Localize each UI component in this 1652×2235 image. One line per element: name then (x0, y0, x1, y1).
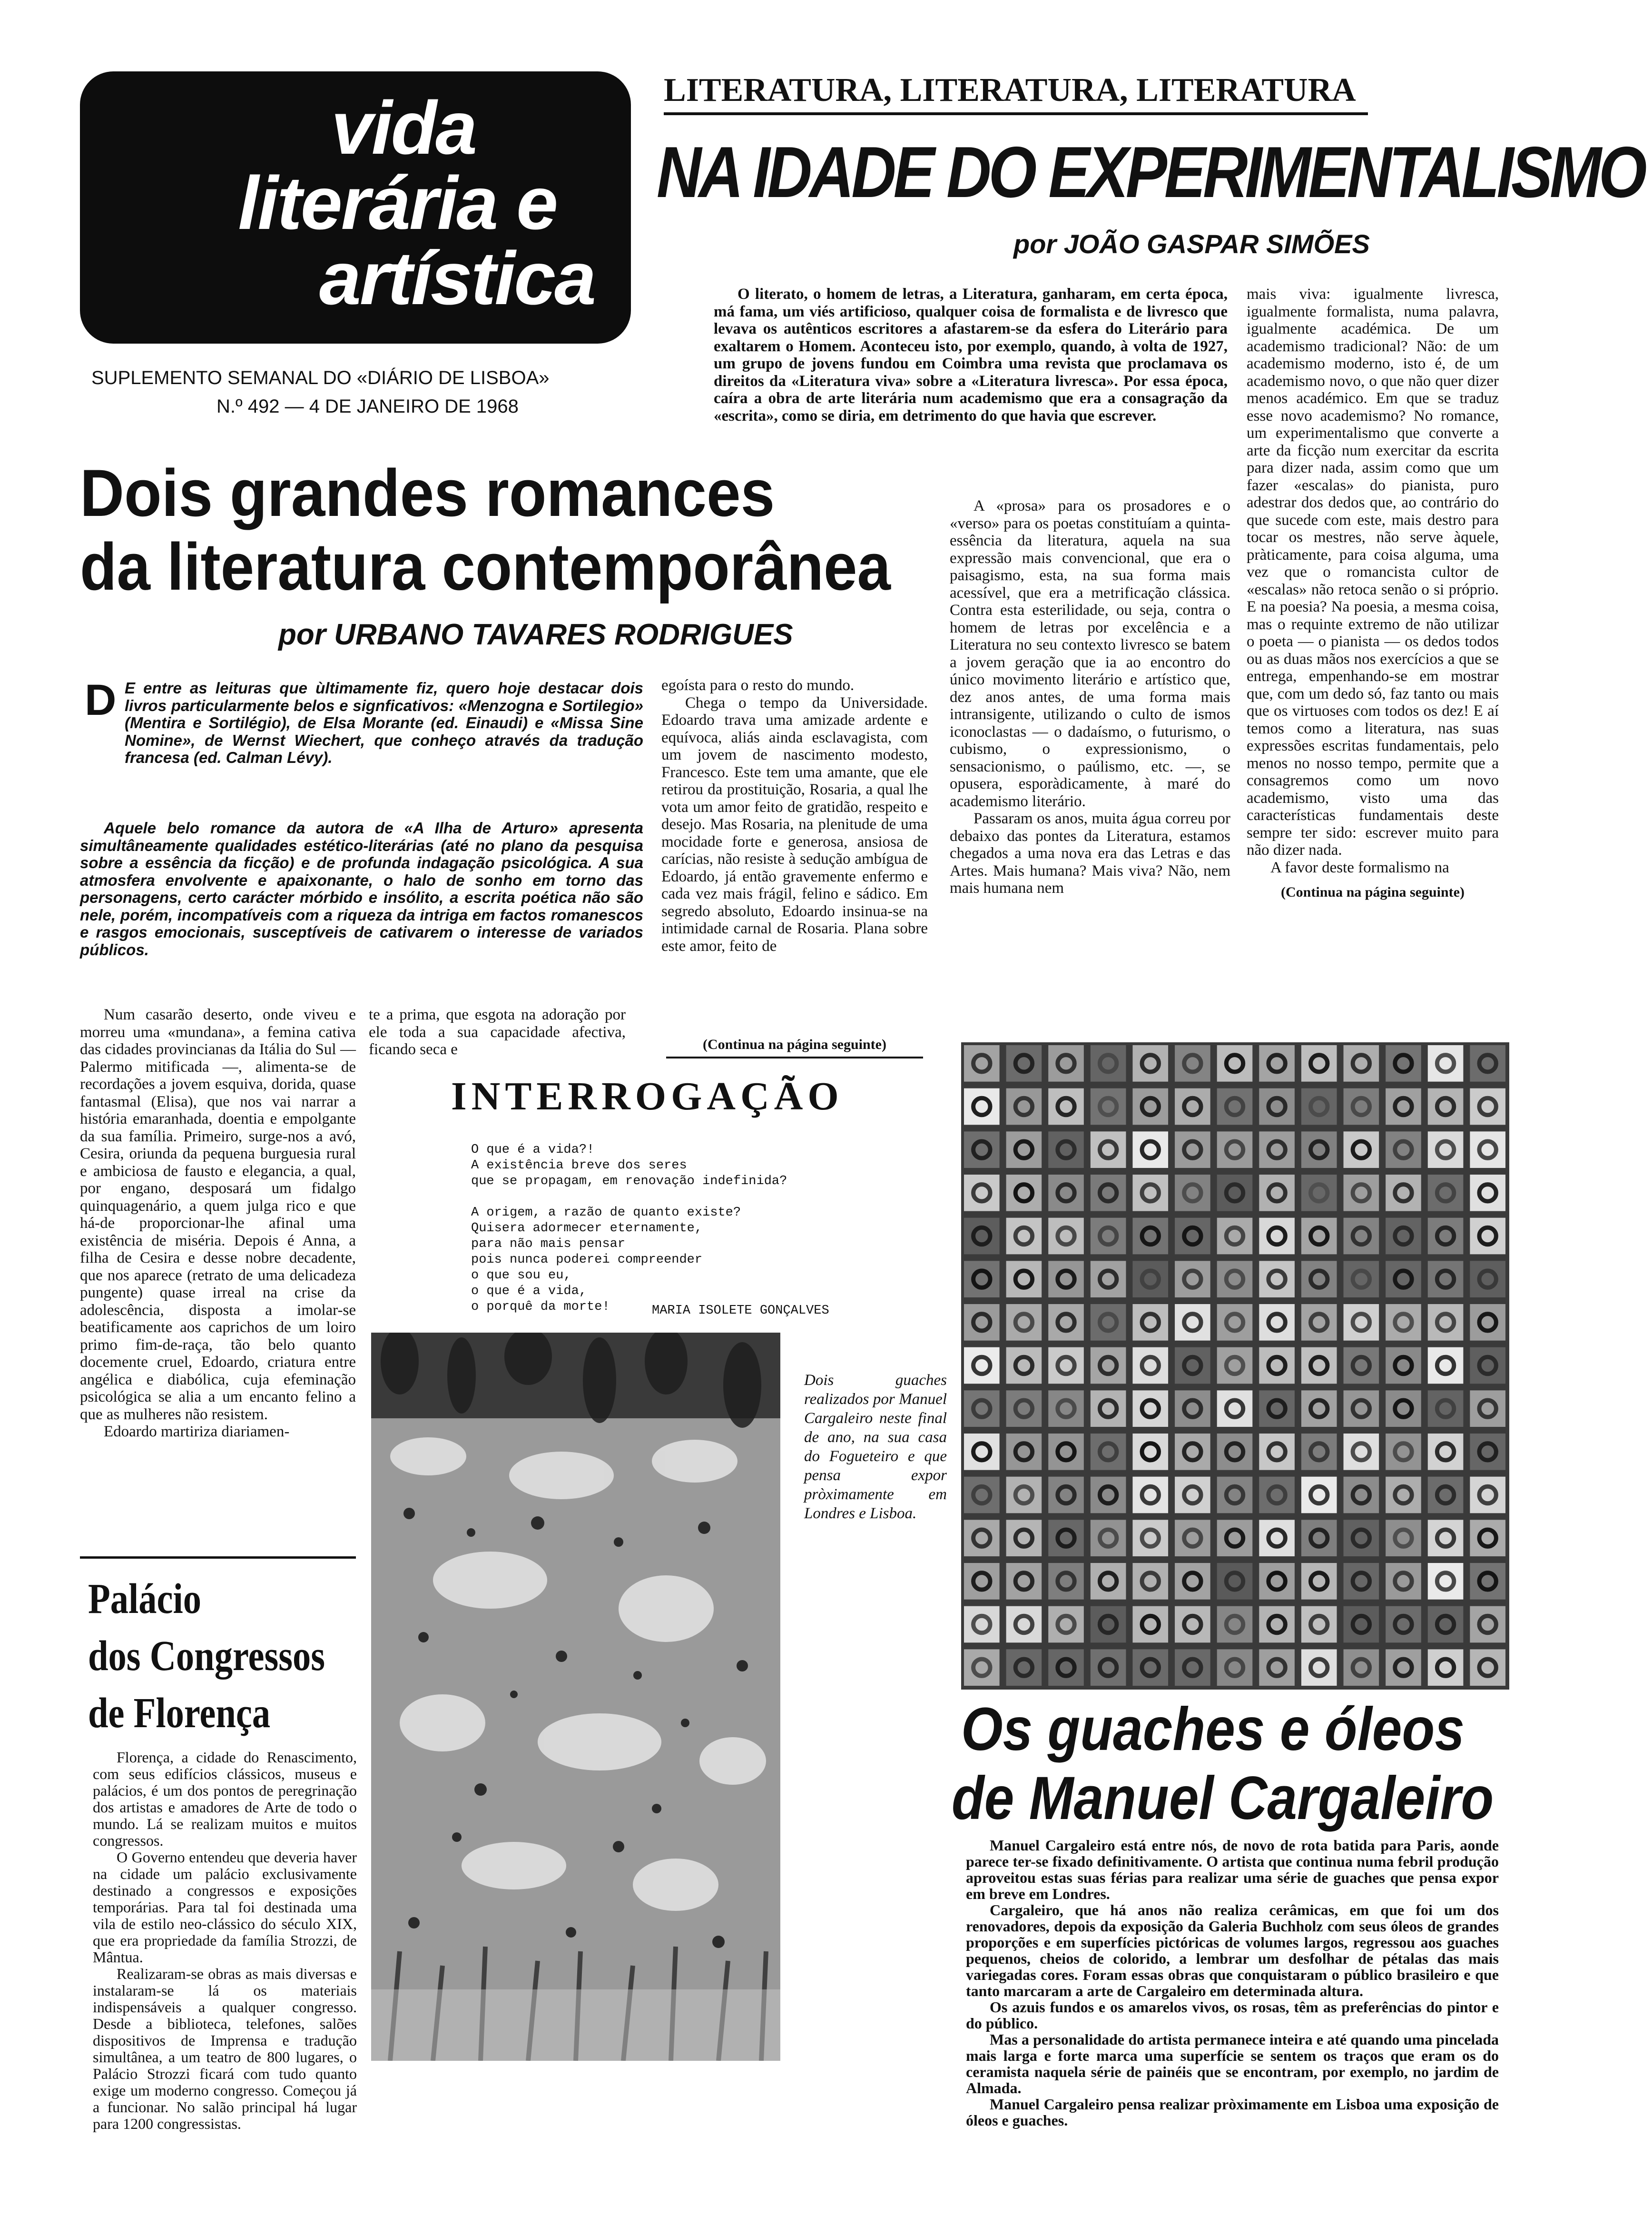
painting-tile (1217, 1175, 1253, 1211)
painting-tile (1259, 1520, 1295, 1556)
painting-tile (964, 1390, 1000, 1427)
painting-tile (1175, 1304, 1210, 1341)
painting-tile (1428, 1390, 1464, 1427)
painting-tile (1175, 1347, 1210, 1384)
painting-tile (964, 1347, 1000, 1384)
painting-tile (1006, 1477, 1042, 1513)
painting-tile (1259, 1131, 1295, 1168)
painting-tile (1428, 1045, 1464, 1082)
painting-tile (1301, 1390, 1337, 1427)
painting-tile (1386, 1520, 1421, 1556)
painting-tile (1386, 1088, 1421, 1125)
painting-tile (1344, 1131, 1379, 1168)
romances-col-left (80, 1006, 356, 1441)
poem-line: o que sou eu, (471, 1268, 571, 1283)
painting-tile (1259, 1649, 1295, 1686)
painting-tile (1006, 1563, 1042, 1600)
painting-tile (1132, 1218, 1168, 1255)
painting-tile (1006, 1606, 1042, 1643)
experimentalismo-kicker: LITERATURA, LITERATURA, LITERATURA (664, 71, 1368, 115)
painting-tile (1259, 1045, 1295, 1082)
painting-tile (1175, 1218, 1210, 1255)
painting-tile (1175, 1131, 1210, 1168)
painting-tile (1132, 1477, 1168, 1513)
painting-tile (1048, 1649, 1084, 1686)
painting-tile (1428, 1606, 1464, 1643)
painting-tile (1470, 1347, 1505, 1384)
poem-line: Quisera adormecer eternamente, (471, 1221, 703, 1236)
painting-tile (964, 1175, 1000, 1211)
painting-tile (1091, 1563, 1126, 1600)
painting-tile (1301, 1606, 1337, 1643)
painting-tile (1132, 1261, 1168, 1297)
palacio-headline-line: Palácio (88, 1575, 201, 1622)
palacio-p3: Realizaram-se obras as mais diversas e instalaram-se lá os materiais indispensáveis a qualquer congresso. Desde a biblioteca, telefones, salões dispositivos de Imprensa e tradução simultânea, a um teatro de 800 lugares, o Palácio Strozzi ficará com tudo quanto exige um moderno congresso. Começou já a funcionar. No salão principal há lugar para 1200 congressistas. (93, 1965, 357, 2132)
painting-tile (1470, 1261, 1505, 1297)
painting-tile (1006, 1347, 1042, 1384)
painting-tile (1301, 1175, 1337, 1211)
painting-tile (1344, 1390, 1379, 1427)
painting-tile (1344, 1175, 1379, 1211)
cargaleiro-headline-2: de Manuel Cargaleiro (952, 1764, 1494, 1832)
experimentalismo-col-c (1247, 286, 1499, 901)
masthead-supplement: SUPLEMENTO SEMANAL DO «DIÁRIO DE LISBOA» (91, 367, 550, 388)
painting-tile (1091, 1218, 1126, 1255)
romances-headline-2: da literatura contemporânea (80, 529, 891, 604)
painting-tile (1344, 1347, 1379, 1384)
poem-line: o que é a vida, (471, 1284, 587, 1298)
painting-tile (1048, 1563, 1084, 1600)
poem-line: O que é a vida?! (471, 1143, 595, 1157)
painting-tile (1301, 1563, 1337, 1600)
experimentalismo-lead-text: O literato, o homem de letras, a Literatura, ganharam, em certa época, má fama, um viés artificioso, qualquer coisa de formalista e de livresco que levava os autênticos escritores a afastarem-se da esfera do Literário para exaltarem o Homem. Aconteceu isto, por exemplo, quando, à volta de 1927, um grupo de jovens fundou em Coimbra uma revista que proclamava os direitos da «Literatura viva» sobre a «Literatura livresca». Por essa época, caíra a obra de arte literária num academismo que era a consagração da «escrita», como se diria, em detrimento do que havia que escrever. (714, 286, 1228, 425)
painting-tile (1386, 1347, 1421, 1384)
guache-painting-right (961, 1042, 1509, 1690)
painting-tile (1217, 1218, 1253, 1255)
painting-tile (1386, 1045, 1421, 1082)
painting-tile (1091, 1131, 1126, 1168)
romances-headline-1: Dois grandes romances (80, 455, 775, 530)
experimentalismo-body-a: A «prosa» para os prosadores e o «verso» para os poetas constituíam a quinta-essência da literatura, aquela na sua expressão mais convencional, que era o paisagismo, esta, na sua forma mais acessível, que era a metrificação clássica. Contra esta esterilidade, ou seja, contra o homem de letras por excelência e a Literatura no seu contexto livresco se batem a jovem geração que ia ao encontro do único movimento literário e artístico que, dez anos antes, de uma forma mais intransigente, utilizando o culto de ismos iconoclastas — o dadaísmo, o futurismo, o cubismo, o expressionismo, o sensacionismo, o paúlismo, etc. —, se opusera, esporàdicamente, à maré do academismo literário. (950, 497, 1230, 810)
painting-tile (1006, 1649, 1042, 1686)
painting-tile (1301, 1088, 1337, 1125)
cargaleiro-headline-1: Os guaches e óleos (961, 1695, 1465, 1763)
painting-tile (1175, 1045, 1210, 1082)
romances-intro (125, 680, 643, 767)
painting-tile (1091, 1520, 1126, 1556)
painting-tile (964, 1261, 1000, 1297)
painting-tile (1006, 1045, 1042, 1082)
painting-tile (1132, 1390, 1168, 1427)
painting-tile (1048, 1131, 1084, 1168)
painting-tile (1428, 1131, 1464, 1168)
painting-tile (1301, 1347, 1337, 1384)
painting-tile (1175, 1520, 1210, 1556)
painting-tile (1470, 1390, 1505, 1427)
painting-tile (1386, 1434, 1421, 1470)
painting-tile (1259, 1434, 1295, 1470)
painting-tile (1006, 1520, 1042, 1556)
painting-tile (1470, 1088, 1505, 1125)
experimentalismo-continua: (Continua na página seguinte) (1281, 884, 1465, 900)
painting-tile (1259, 1606, 1295, 1643)
romances-col-left-text: Num casarão deserto, onde viveu e morreu uma «mundana», a femina cativa das cidades provincianas da Itália do Sul — Palermo mitificada —, alimenta-se de recordações a jovem esquiva, dorida, quase fantasmal (Elisa), que nos vai narrar a história emaranhada, doentia e empolgante da sua família. Primeiro, surge-nos a avó, Cesira, oriunda da pequena burguesia rural e ambiciosa de fausto e elegancia, a qual, por engano, desposará um fidalgo quinquagenário, a quem julga rico e que há-de proporcionar-lhe afinal uma existência de miséria. Depois é Anna, a filha de Cesira e desse nobre decadente, que nos aparece (retrato de uma delicadeza pungente) quase irreal na crise da adolescência, disposta a imolar-se beatificamente aos caprichos de um loiro primo fim-de-raça, tão belo quanto docemente cruel, Edoardo, criatura entre angélica e diabólica, cuja efeminação psicológica se alia a um encanto felino a que as mulheres não resistem. (80, 1006, 356, 1423)
painting-tile (1428, 1434, 1464, 1470)
painting-tile (1470, 1045, 1505, 1082)
painting-tile (1344, 1520, 1379, 1556)
painting-tile (1386, 1477, 1421, 1513)
palacio-p2: O Governo entendeu que deveria haver na cidade um palácio exclusivamente destinado a congressos e exposições temporárias. Para tal foi destinada uma vila de estilo neo-clássico do século XIX, que era propriedade da família Strozzi, de Mântua. (93, 1849, 357, 1966)
painting-tile (1428, 1218, 1464, 1255)
painting-tile (1301, 1649, 1337, 1686)
painting-tile (1428, 1520, 1464, 1556)
painting-tile (1091, 1434, 1126, 1470)
poem-line: A origem, a razão de quanto existe? (471, 1206, 741, 1220)
painting-tile (1259, 1261, 1295, 1297)
palacio-rule (80, 1556, 356, 1559)
experimentalismo-headline: NA IDADE DO EXPERIMENTALISMO (657, 132, 1644, 213)
painting-tile (1470, 1606, 1505, 1643)
painting-tile (1344, 1606, 1379, 1643)
painting-tile (1301, 1434, 1337, 1470)
painting-tile (1470, 1304, 1505, 1341)
painting-tile (1386, 1606, 1421, 1643)
painting-tile (1470, 1218, 1505, 1255)
painting-tile (1259, 1390, 1295, 1427)
painting-tile (1301, 1131, 1337, 1168)
painting-tile (1386, 1261, 1421, 1297)
painting-tile (1386, 1304, 1421, 1341)
painting-tile (1301, 1045, 1337, 1082)
painting-tile (1175, 1434, 1210, 1470)
painting-tile (1175, 1088, 1210, 1125)
painting-tile (964, 1304, 1000, 1341)
painting-tile (964, 1088, 1000, 1125)
painting-tile (1428, 1347, 1464, 1384)
masthead-issue: N.º 492 — 4 DE JANEIRO DE 1968 (216, 396, 519, 417)
masthead-title-line-3: artística (319, 237, 595, 320)
painting-tile (1344, 1477, 1379, 1513)
painting-tile (1470, 1520, 1505, 1556)
painting-tile (1428, 1261, 1464, 1297)
painting-tile (1470, 1649, 1505, 1686)
painting-tile (1470, 1175, 1505, 1211)
painting-tile (1048, 1304, 1084, 1341)
painting-tile (1301, 1261, 1337, 1297)
romances-intro-2-text: Aquele belo romance da autora de «A Ilha de Arturo» apresenta simultâneamente qualidades estético-literárias (até no plano da pesquisa sobre a essência da ficção) e de profunda indagação psicológica. A sua atmosfera envolvente e apaixonante, o halo de sonho em torno das personagens, certo carácter mórbido e insólito, a escrita poética não são nele, porém, incompatíveis com a riqueza da intriga em factos romanescos e rasgos emocionais, susceptíveis de cativarem o interesse de variados públicos. (80, 819, 643, 959)
painting-tile (1048, 1347, 1084, 1384)
experimentalismo-col-a (950, 497, 1230, 897)
palacio-p1: Florença, a cidade do Renascimento, com seus edifícios clássicos, museus e palácios, é um dos pontos de peregrinação dos artistas e amadores de Arte de todo o mundo. Lá se realizam muitos e muitos congressos. (93, 1749, 357, 1849)
romances-col-right-text-2: Chega o tempo da Universidade. Edoardo trava uma amizade ardente e equívoca, aliás ainda esclavagista, com um jovem de nascimento modesto, Francesco. Este tem uma amante, que ele retirou da prostituição, Rosaria, a qual lhe vota um amor feito de gratidão, respeito e desejo. Mas Rosaria, na plenitude de uma mocidade forte e generosa, ansiosa de carícias, não resiste à sedução ambígua de Edoardo, já então gravemente enfermo e cada vez mais frágil, felino e sádico. Em segredo absoluto, Edoardo insinua-se na intimidade carnal de Rosaria. Plana sobre este amor, feito de (661, 694, 928, 955)
guache-painting-left (371, 1333, 780, 2061)
painting-tile (1091, 1477, 1126, 1513)
painting-tile (964, 1563, 1000, 1600)
painting-tile (964, 1606, 1000, 1643)
masthead-title-line-2: literária e (238, 161, 557, 245)
cargaleiro-p2: Cargaleiro, que há anos não realiza cerâmicas, em que foi um dos renovadores, depois da exposição da Galeria Buchholz com seus óleos de grandes proporções e em superfícies pictóricas de volumes largos, regressou aos guaches pequenos, cheios de colorido, a lembrar um desfolhar de pétalas das mais variegadas cores. Foram essas obras que conquistaram o público brasileiro e que tanto marcaram a arte de Cargaleiro em determinada altura. (966, 1901, 1499, 1999)
poem-line: A existência breve dos seres (471, 1158, 687, 1173)
poem-line: para não mais pensar (471, 1237, 626, 1251)
painting-tile (1091, 1606, 1126, 1643)
painting-tile (1048, 1175, 1084, 1211)
painting-tile (1344, 1434, 1379, 1470)
interrogacao-poem (471, 1142, 899, 1315)
painting-tile (1344, 1088, 1379, 1125)
painting-tile (1259, 1304, 1295, 1341)
painting-tile (1132, 1045, 1168, 1082)
painting-tile (1175, 1606, 1210, 1643)
painting-tile (1006, 1261, 1042, 1297)
cargaleiro-p1: Manuel Cargaleiro está entre nós, de novo de rota batida para Paris, aonde parece ter-se fixado definitivamente. O artista que continua numa febril produção aproveitou estas suas férias para realizar uma série de guaches que pensa expor em breve em Londres. (966, 1837, 1499, 1902)
masthead-title-line-1: vida (331, 86, 476, 170)
painting-tile (964, 1045, 1000, 1082)
painting-tile (1132, 1520, 1168, 1556)
painting-tile (1301, 1304, 1337, 1341)
painting-tile (1132, 1649, 1168, 1686)
painting-tile (1175, 1649, 1210, 1686)
painting-tile (1006, 1088, 1042, 1125)
painting-tile (1428, 1477, 1464, 1513)
painting-tile (1048, 1606, 1084, 1643)
painting-tile (964, 1649, 1000, 1686)
painting-tile (1132, 1606, 1168, 1643)
interrogacao-title: INTERROGAÇÃO (451, 1074, 844, 1118)
palacio-headline (88, 1571, 383, 1742)
painting-tile (1386, 1131, 1421, 1168)
painting-tile (1175, 1261, 1210, 1297)
poem-line: pois nunca poderei compreender (471, 1253, 703, 1267)
painting-tile (1048, 1261, 1084, 1297)
painting-tile (1428, 1304, 1464, 1341)
painting-tile (1132, 1088, 1168, 1125)
painting-tile (1132, 1347, 1168, 1384)
painting-tile (964, 1477, 1000, 1513)
experimentalismo-lead (714, 286, 1228, 425)
guaches-caption (804, 1371, 947, 1523)
painting-tile (1048, 1390, 1084, 1427)
painting-tile (1006, 1390, 1042, 1427)
romances-col-mid (369, 1006, 626, 1058)
painting-tile (1428, 1563, 1464, 1600)
painting-tile (1344, 1304, 1379, 1341)
painting-tile (1091, 1304, 1126, 1341)
painting-tile (1470, 1434, 1505, 1470)
painting-tile (1428, 1175, 1464, 1211)
painting-tile (1344, 1563, 1379, 1600)
painting-tile (1048, 1434, 1084, 1470)
poem-line: o porquê da morte! (471, 1300, 610, 1314)
painting-tile (1259, 1218, 1295, 1255)
cargaleiro-p5: Manuel Cargaleiro pensa realizar pròximamente em Lisboa uma exposição de óleos e guaches. (966, 2096, 1499, 2129)
painting-tile (1091, 1175, 1126, 1211)
painting-tile (964, 1131, 1000, 1168)
painting-tile (1175, 1390, 1210, 1427)
painting-tile (1344, 1045, 1379, 1082)
romances-continua: (Continua na página seguinte) (666, 1037, 923, 1058)
masthead-title (114, 86, 595, 320)
painting-tile (1301, 1477, 1337, 1513)
experimentalismo-body-d: A favor deste formalismo na (1270, 859, 1449, 876)
experimentalismo-body-b: Passaram os anos, muita água correu por debaixo das pontes da Literatura, estamos chegados a uma nova era das Letras e das Artes. Mais humana? Mais viva? Não, nem mais humana nem (950, 810, 1230, 897)
palacio-headline-line: de Florença (88, 1690, 271, 1737)
painting-tile (1006, 1434, 1042, 1470)
painting-tile (1217, 1477, 1253, 1513)
painting-tile (1217, 1045, 1253, 1082)
painting-tile (1217, 1347, 1253, 1384)
painting-tile (1175, 1175, 1210, 1211)
painting-tile (1259, 1563, 1295, 1600)
romances-intro-text: E entre as leituras que ùltimamente fiz, quero hoje destacar dois livros particularmente belos e signficativos: «Menzogna e Sortilegio» (Mentira e Sortilégio), de Elsa Morante (ed. Einaudi) e «Missa Sine Nomine», de Wernst Wiechert, que conheço através da tradução francesa (ed. Calman Lévy). (125, 679, 643, 766)
cargaleiro-body (966, 1837, 1499, 2128)
painting-tile (1259, 1347, 1295, 1384)
painting-tile (1132, 1563, 1168, 1600)
painting-tile (1048, 1088, 1084, 1125)
painting-tile (1048, 1218, 1084, 1255)
romances-col-right (661, 677, 928, 955)
guaches-caption-text: Dois guaches realizados por Manuel Cargaleiro neste final de ano, na sua casa do Fogueteiro e que pensa expor pròximamente em Londres e Lisboa. (804, 1372, 947, 1522)
cargaleiro-p4: Mas a personalidade do artista permanece inteira e até quando uma pincelada mais larga e forte marca uma superfície se sentem os traços que eram os do ceramista naquela série de painéis que se encontram, por exemplo, no jardim de Almada. (966, 2031, 1499, 2097)
painting-tile (1175, 1563, 1210, 1600)
painting-tile (1091, 1261, 1126, 1297)
palacio-headline-line: dos Congressos (88, 1632, 325, 1680)
painting-tile (1344, 1649, 1379, 1686)
romances-byline: por URBANO TAVARES RODRIGUES (278, 618, 793, 651)
painting-tile (1217, 1304, 1253, 1341)
painting-tile (1091, 1088, 1126, 1125)
romances-intro-2 (80, 820, 643, 959)
painting-tile (1132, 1434, 1168, 1470)
painting-tile (1217, 1649, 1253, 1686)
painting-tile (1386, 1218, 1421, 1255)
painting-tile (1006, 1131, 1042, 1168)
painting-tile (1386, 1649, 1421, 1686)
painting-tile (1091, 1390, 1126, 1427)
romances-dropcap: D (85, 676, 117, 724)
painting-tile (1217, 1131, 1253, 1168)
palacio-body (93, 1749, 357, 2132)
poem-line (471, 1189, 899, 1205)
painting-tile (1259, 1088, 1295, 1125)
painting-tile (1006, 1304, 1042, 1341)
painting-tile (1006, 1175, 1042, 1211)
painting-tile (1217, 1520, 1253, 1556)
painting-tile (1175, 1477, 1210, 1513)
painting-tile (1470, 1131, 1505, 1168)
painting-tile (1132, 1175, 1168, 1211)
painting-tile (1217, 1390, 1253, 1427)
painting-tile (1132, 1304, 1168, 1341)
painting-tile (1301, 1218, 1337, 1255)
painting-tile (964, 1218, 1000, 1255)
painting-tile (1006, 1218, 1042, 1255)
painting-tile (1301, 1520, 1337, 1556)
experimentalismo-body-c: mais viva: igualmente livresca, igualmente formalista, numa palavra, igualmente académica. De um academismo tradicional? Não: de um academismo moderno, isto é, de um academismo novo, o que não quer dizer menos académico. Em que se traduz esse novo academismo? No romance, um experimentalismo que converte a arte da ficção num exercitar da escrita para dizer nada, assim como que um fazer «escalas» do pianista, puro adestrar dos dedos que, ao contrário do que sucede com este, mais destro para tocar os mestres, não serve àquele, pràticamente, para coisa alguma, uma vez que o romancista cultor de «escalas» não retoca senão o si próprio. E na poesia? Na poesia, a mesma coisa, mas o requinte extremo de não utilizar o poeta — o pianista — os dedos todos ou as duas mãos nos exercícios a que se entrega, empenhando-se em mostrar que, com um dedo só, faz tanto ou mais que os virtuoses com todos os dez! E aí temos como a literatura, nas suas expressões escritas fundamentais, pelo menos no nosso tempo, permite que a consagremos como um novo academismo, visto uma das características fundamentais deste sempre ter sido: escrever muito para não dizer nada. (1247, 286, 1499, 859)
romances-col-mid-text: te a prima, que esgota na adoração por ele toda a sua capacidade afectiva, ficando seca e (369, 1006, 626, 1058)
painting-tile (1132, 1131, 1168, 1168)
painting-tile (1386, 1390, 1421, 1427)
painting-tile (1344, 1261, 1379, 1297)
painting-tile (1259, 1175, 1295, 1211)
painting-tile (1470, 1477, 1505, 1513)
interrogacao-author: MARIA ISOLETE GONÇALVES (652, 1304, 829, 1318)
painting-tile (1217, 1088, 1253, 1125)
painting-tile (1048, 1045, 1084, 1082)
painting-tile (1091, 1045, 1126, 1082)
painting-tile (1217, 1563, 1253, 1600)
romances-col-left-text-2: Edoardo martiriza diariamen- (104, 1423, 290, 1440)
poem-line: que se propagam, em renovação indefinida? (471, 1174, 787, 1188)
painting-tile (1259, 1477, 1295, 1513)
painting-tile (1048, 1520, 1084, 1556)
painting-tile (1048, 1477, 1084, 1513)
painting-tile (1344, 1218, 1379, 1255)
painting-tile (1470, 1563, 1505, 1600)
painting-tile (1428, 1649, 1464, 1686)
painting-tile (1217, 1606, 1253, 1643)
painting-tile (1217, 1434, 1253, 1470)
painting-tile (1091, 1649, 1126, 1686)
painting-tile (1091, 1347, 1126, 1384)
cargaleiro-p3: Os azuis fundos e os amarelos vivos, os rosas, têm as preferências do pintor e do público. (966, 1998, 1499, 2032)
painting-tile (1386, 1175, 1421, 1211)
painting-tile (1217, 1261, 1253, 1297)
painting-tile (1428, 1088, 1464, 1125)
experimentalismo-byline: por JOÃO GASPAR SIMÕES (1013, 229, 1370, 259)
painting-tile (1386, 1563, 1421, 1600)
painting-tile (964, 1434, 1000, 1470)
romances-col-right-text: egoísta para o resto do mundo. (661, 677, 855, 694)
painting-tile (964, 1520, 1000, 1556)
